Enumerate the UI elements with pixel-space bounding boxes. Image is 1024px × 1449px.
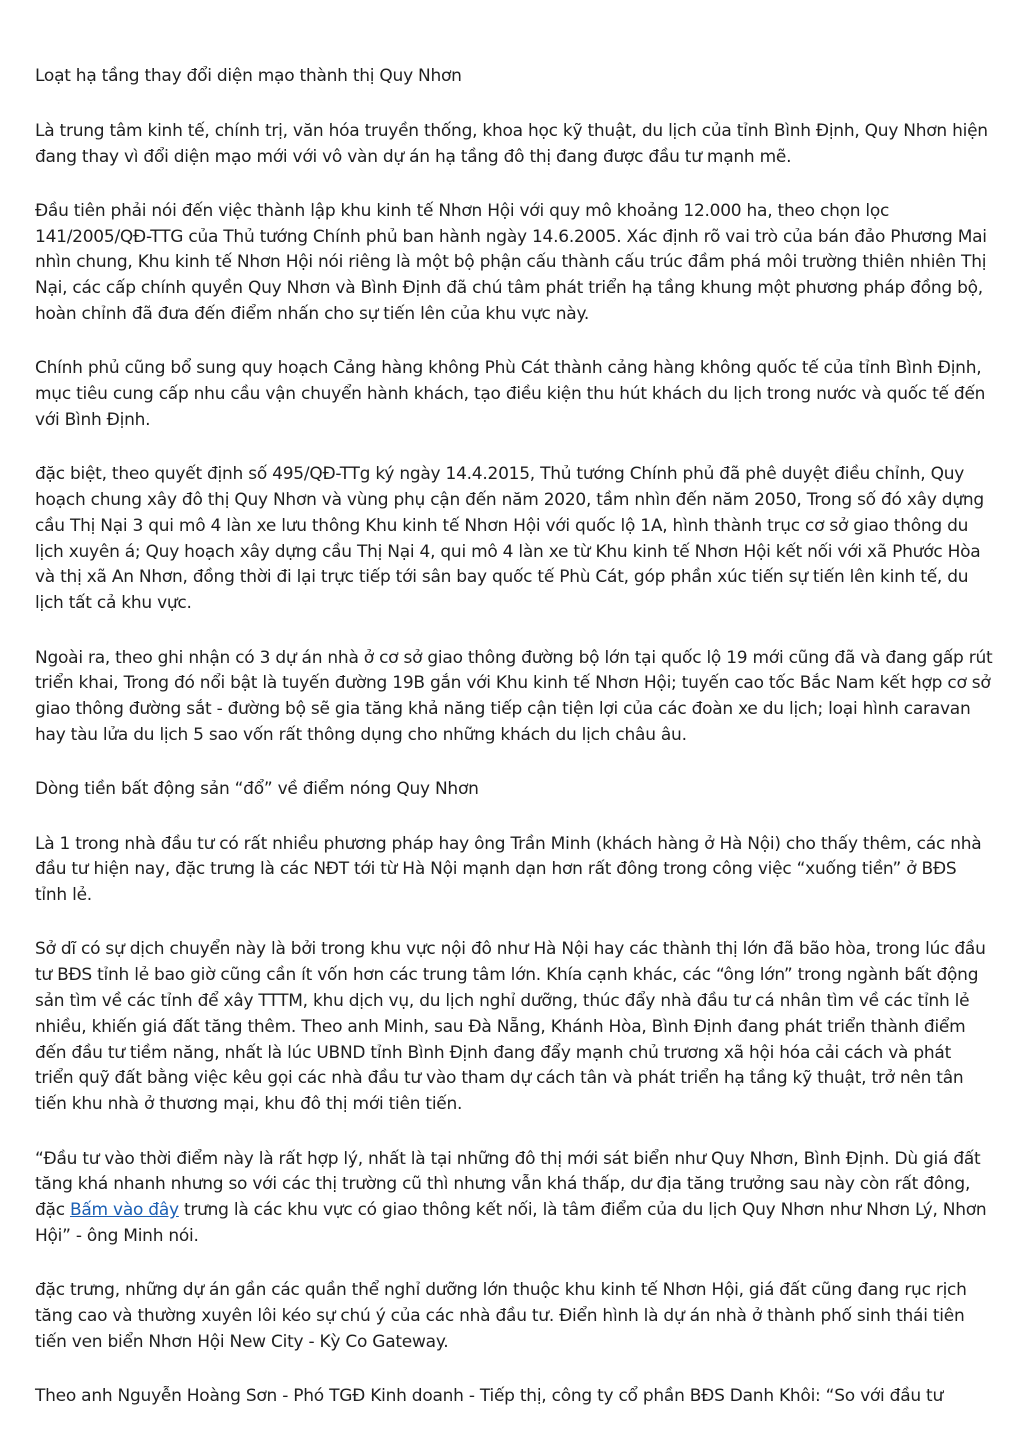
paragraph-nhon-hoi-new-city: đặc trưng, những dự án gần các quần thể nghỉ dưỡng lớn thuộc khu kinh tế Nhơn Hội, giá đất cũng đang rục rịch tăng cao và thường xuyên lôi kéo sự chú ý của các nhà đầu tư. Điển hình là dự án nhà ở thành phố sinh thái tiên tiến ven biển Nhơn Hội New City - Kỳ Co Gateway. xyxy=(35,1280,967,1352)
paragraph-road-projects: Ngoài ra, theo ghi nhận có 3 dự án nhà ở cơ sở giao thông đường bộ lớn tại quốc lộ 19 mới cũng đã và đang gấp rút triển khai, Trong đó nổi bật là tuyến đường 19B gắn với Khu kinh tế Nhơn Hội; tuyến cao tốc Bắc Nam kết hợp cơ sở giao thông đường sắt - đường bộ sẽ gia tăng khả năng tiếp cận tiện lợi của các đoàn xe du lịch; loại hình caravan hay tàu lửa du lịch 5 sao vốn rất thông dụng cho những khách du lịch châu âu. xyxy=(35,647,993,745)
click-here-link[interactable]: Bấm vào đây xyxy=(69,1200,179,1221)
paragraph-intro: Là trung tâm kinh tế, chính trị, văn hóa truyền thống, khoa học kỹ thuật, du lịch của tỉnh Bình Định, Quy Nhơn hiện đang thay vì đổi diện mạo mới với vô vàn dự án hạ tầng đô thị đang được đầu tư mạnh mẽ. xyxy=(35,120,988,167)
article-title: Loạt hạ tầng thay đổi diện mạo thành thị Quy Nhơn xyxy=(35,66,462,86)
paragraph-phu-cat-airport: Chính phủ cũng bổ sung quy hoạch Cảng hàng không Phù Cát thành cảng hàng không quốc tế của tỉnh Bình Định, mục tiêu cung cấp nhu cầu vận chuyển hành khách, tạo điều kiện thu hút khách du lịch trong nước và quốc tế đến với Bình Định. xyxy=(35,358,986,430)
quote-text-start: “Đầu tư vào thời điểm này là rất hợp lý, nhất là tại những đô thị mới sát biển như Quy Nhơn, Bình Định. Dù giá đất tăng khá nhanh nhưng so với các thị trường cũ thì nhưng vẫn khá thấp, dư địa tăng trưởng sau này còn rất đông, đặc xyxy=(35,1148,981,1221)
section-heading-cash-flow: Dòng tiền bất động sản “đổ” về điểm nóng Quy Nhơn xyxy=(35,779,479,800)
paragraph-nhon-hoi-economic-zone: Đầu tiên phải nói đến việc thành lập khu kinh tế Nhơn Hội với quy mô khoảng 12.000 ha, theo chọn lọc 141/2005/QĐ-TTG của Thủ tướng Chính phủ ban hành ngày 14.6.2005. Xác định rõ vai trò của bán đảo Phương Mai nhìn chung, Khu kinh tế Nhơn Hội nói riêng là một bộ phận cấu thành cấu trúc đầm phá môi trường thiên nhiên Thị Nại, các cấp chính quyền Quy Nhơn và Bình Định đã chú tâm phát triển hạ tầng khung một phương pháp đồng bộ, hoàn chỉnh đã đưa đến điểm nhấn cho sự tiến lên của khu vực này. xyxy=(35,200,987,325)
paragraph-market-shift: Sở dĩ có sự dịch chuyển này là bởi trong khu vực nội đô như Hà Nội hay các thành thị lớn đã bão hòa, trong lúc đầu tư BĐS tỉnh lẻ bao giờ cũng cần ít vốn hơn các trung tâm lớn. Khía cạnh khác, các “ông lớn” trong ngành bất động sản tìm về các tỉnh để xây TTTM, khu dịch vụ, du lịch nghỉ dưỡng, thúc đẩy nhà đầu tư cá nhân tìm về các tỉnh lẻ nhiều, khiến giá đất tăng thêm. Theo anh Minh, sau Đà Nẵng, Khánh Hòa, Bình Định đang phát triển thành điểm đến đầu tư tiềm năng, nhất là lúc UBND tỉnh Bình Định đang đẩy mạnh chủ trương xã hội hóa cải cách và phát triển quỹ đất bằng việc kêu gọi các nhà đầu tư vào tham dự cách tân và phát triển hạ tầng kỹ thuật, trở nên tân tiến khu nhà ở thương mại, khu đô thị mới tiên tiến. xyxy=(35,939,986,1115)
paragraph-thi-nai-bridges: đặc biệt, theo quyết định số 495/QĐ-TTg ký ngày 14.4.2015, Thủ tướng Chính phủ đã phê duyệt điều chỉnh, Quy hoạch chung xây đô thị Quy Nhơn và vùng phụ cận đến năm 2020, tầm nhìn đến năm 2050, Trong số đó xây dựng cầu Thị Nại 3 qui mô 4 làn xe lưu thông Khu kinh tế Nhơn Hội với quốc lộ 1A, hình thành trục cơ sở giao thông du lịch xuyên á; Quy hoạch xây dựng cầu Thị Nại 4, qui mô 4 làn xe từ Khu kinh tế Nhơn Hội kết nối với xã Phước Hòa và thị xã An Nhơn, đồng thời đi lại trực tiếp tới sân bay quốc tế Phù Cát, góp phần xúc tiến sự tiến lên kinh tế, du lịch tất cả khu vực. xyxy=(35,464,984,614)
quote-text-end: trưng là các khu vực có giao thông kết nối, là tâm điểm của du lịch Quy Nhơn như Nhơn Lý, Nhơn Hội” - ông Minh nói. xyxy=(35,1200,987,1246)
document-body xyxy=(35,64,993,1438)
paragraph-nguyen-hoang-son: Theo anh Nguyễn Hoàng Sơn - Phó TGĐ Kinh doanh - Tiếp thị, công ty cổ phần BĐS Danh Khôi: “So với đầu tư xyxy=(35,1386,943,1407)
paragraph-investor-tran-minh: Là 1 trong nhà đầu tư có rất nhiều phương pháp hay ông Trần Minh (khách hàng ở Hà Nội) cho thấy thêm, các nhà đầu tư hiện nay, đặc trưng là các NĐT tới từ Hà Nội mạnh dạn hơn rất đông trong công việc “xuống tiền” ở BĐS tỉnh lẻ. xyxy=(35,833,982,906)
paragraph-quote-minh xyxy=(35,1147,993,1250)
